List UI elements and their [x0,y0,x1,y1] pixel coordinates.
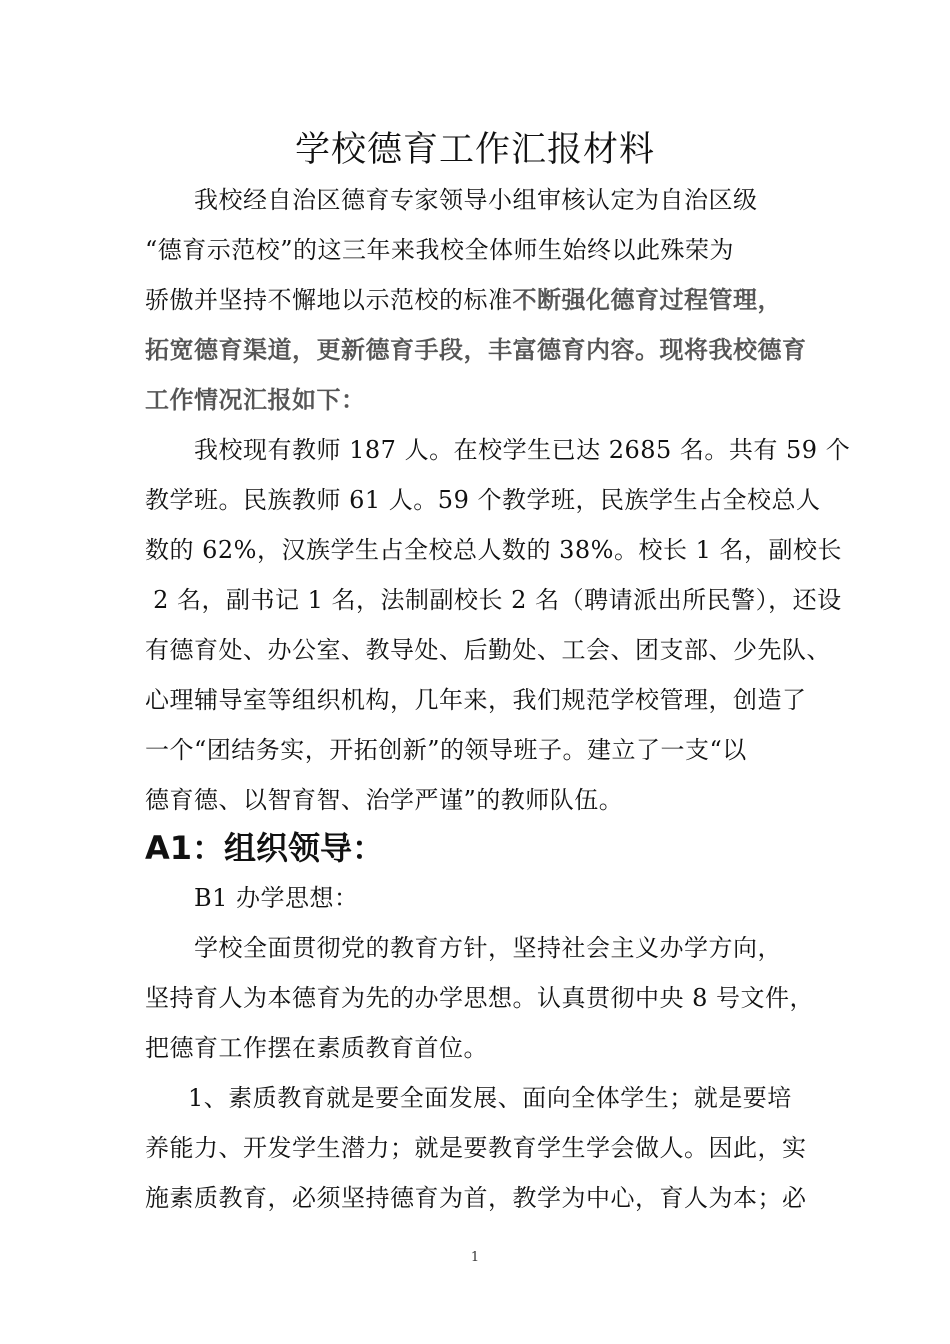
document-title: 学校德育工作汇报材料 [294,130,655,170]
point1-line-1: 1、素质教育就是要全面发展、面向全体学生；就是要培 [188,1084,792,1112]
intro-line-1: 我校经自治区德育专家领导小组审核认定为自治区级 [194,186,758,214]
b1-line-1: 学校全面贯彻党的教育方针，坚持社会主义办学方向， [194,934,782,962]
stats-line-1: 我校现有教师 187 人。在校学生已达 2685 名。共有 59 个 [194,436,851,464]
stats-line-6: 心理辅导室等组织机构，几年来，我们规范学校管理，创造了 [145,686,807,714]
stats-line-3: 数的 62%，汉族学生占全校总人数的 38%。校长 1 名，副校长 [145,536,842,564]
b1-line-2: 坚持育人为本德育为先的办学思想。认真贯彻中央 8 号文件， [145,984,815,1012]
stats-line-7: 一个“团结务实，开拓创新”的领导班子。建立了一支“以 [145,736,747,764]
page-number: 1 [470,1250,480,1265]
point1-line-3: 施素质教育，必须坚持德育为首，教学为中心，育人为本；必 [145,1184,807,1212]
intro-line-3-plain: 骄傲并坚持不懈地以示范校的标准 [145,286,513,314]
stats-line-4: 2 名，副书记 1 名，法制副校长 2 名（聘请派出所民警），还设 [145,586,842,614]
intro-line-5: 工作情况汇报如下： [145,386,366,414]
stats-line-8: 德育德、以智育智、治学严谨”的教师队伍。 [145,786,624,814]
stats-line-2: 教学班。民族教师 61 人。59 个教学班，民族学生占全校总人 [145,486,821,514]
b1-line-3: 把德育工作摆在素质教育首位。 [145,1034,488,1062]
intro-line-3-bold: 不断强化德育过程管理， [512,286,782,314]
intro-line-4: 拓宽德育渠道，更新德育手段，丰富德育内容。现将我校德育 [145,336,807,364]
subsection-heading-b1: B1 办学思想： [194,884,359,912]
stats-line-5: 有德育处、办公室、教导处、后勤处、工会、团支部、少先队、 [145,636,831,664]
intro-line-3 [145,284,825,316]
point1-line-2: 养能力、开发学生潜力；就是要教育学生学会做人。因此，实 [145,1134,807,1162]
intro-line-2: “德育示范校”的这三年来我校全体师生始终以此殊荣为 [145,236,735,264]
section-heading-a1: A1：组织领导： [145,829,385,867]
